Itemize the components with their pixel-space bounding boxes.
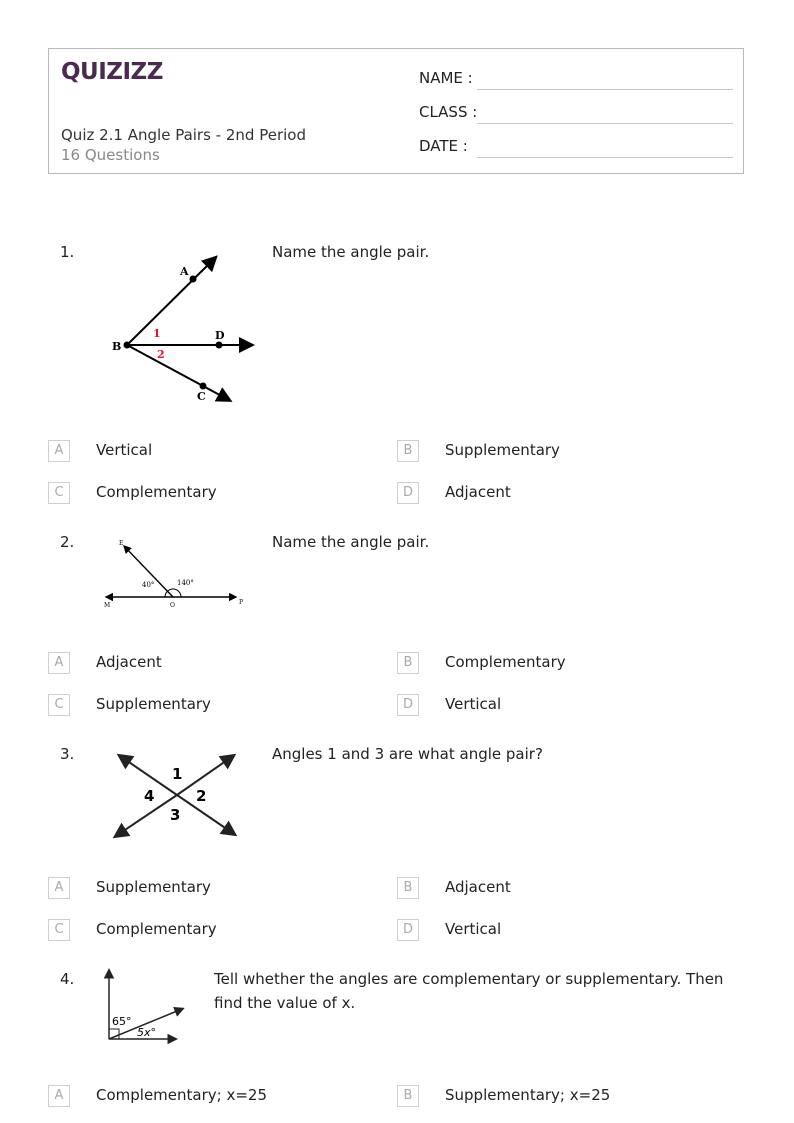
question-4-text-line-2: find the value of x.: [214, 994, 356, 1012]
label-e: E: [119, 540, 124, 547]
label-o: O: [170, 602, 175, 609]
label-angle-4: 4: [144, 787, 155, 805]
q2-option-a-text[interactable]: Adjacent: [96, 653, 162, 671]
q1-option-b-box[interactable]: B: [397, 440, 419, 462]
class-label: CLASS :: [419, 103, 478, 121]
date-label: DATE :: [419, 137, 468, 155]
question-4-number: 4.: [60, 970, 75, 988]
question-1-number: 1.: [60, 243, 75, 261]
quizizz-logo: QUIZIZZ: [61, 59, 163, 85]
label-p: P: [239, 599, 244, 606]
question-2-text: Name the angle pair.: [272, 533, 430, 551]
question-count: 16 Questions: [61, 146, 160, 164]
label-c: C: [197, 390, 206, 403]
q3-option-b-text[interactable]: Adjacent: [445, 878, 511, 896]
q1-option-c-text[interactable]: Complementary: [96, 483, 217, 501]
label-5x: 5x°: [137, 1026, 157, 1039]
label-m: M: [104, 602, 111, 609]
label-angle-2: 2: [196, 787, 207, 805]
q2-option-b-text[interactable]: Complementary: [445, 653, 566, 671]
label-d: D: [215, 329, 225, 342]
q3-option-a-text[interactable]: Supplementary: [96, 878, 211, 896]
question-4-figure: [100, 965, 185, 1047]
q2-option-a-box[interactable]: A: [48, 652, 70, 674]
label-140: 140°: [177, 579, 194, 587]
q3-option-d-box[interactable]: D: [397, 919, 419, 941]
question-4-text-line-1: Tell whether the angles are complementary or supplementary. Then: [214, 970, 724, 988]
q3-option-a-box[interactable]: A: [48, 877, 70, 899]
q1-option-b-text[interactable]: Supplementary: [445, 441, 560, 459]
q1-option-d-box[interactable]: D: [397, 482, 419, 504]
name-label: NAME :: [419, 69, 473, 87]
label-40: 40°: [142, 581, 155, 589]
q2-option-d-text[interactable]: Vertical: [445, 695, 502, 713]
label-angle-3: 3: [170, 806, 181, 824]
q4-option-a-box[interactable]: A: [48, 1085, 70, 1107]
class-line: [477, 123, 733, 124]
label-angle-2: 2: [157, 348, 165, 361]
q1-option-a-box[interactable]: A: [48, 440, 70, 462]
question-3-figure: [110, 750, 250, 845]
q2-option-d-box[interactable]: D: [397, 694, 419, 716]
question-1-figure: [105, 250, 265, 410]
q4-option-b-text[interactable]: Supplementary; x=25: [445, 1086, 611, 1104]
worksheet-header: [48, 48, 744, 174]
question-1-text: Name the angle pair.: [272, 243, 430, 261]
label-65: 65°: [112, 1015, 132, 1028]
q1-option-d-text[interactable]: Adjacent: [445, 483, 511, 501]
q3-option-c-text[interactable]: Complementary: [96, 920, 217, 938]
question-3-number: 3.: [60, 745, 75, 763]
q2-option-b-box[interactable]: B: [397, 652, 419, 674]
label-angle-1: 1: [153, 327, 161, 340]
q4-option-a-text[interactable]: Complementary; x=25: [96, 1086, 267, 1104]
q3-option-d-text[interactable]: Vertical: [445, 920, 502, 938]
label-a: A: [180, 265, 189, 278]
q3-option-b-box[interactable]: B: [397, 877, 419, 899]
q2-option-c-text[interactable]: Supplementary: [96, 695, 211, 713]
date-line: [477, 157, 733, 158]
question-2-number: 2.: [60, 533, 75, 551]
question-3-text: Angles 1 and 3 are what angle pair?: [272, 745, 543, 763]
quiz-title: Quiz 2.1 Angle Pairs - 2nd Period: [61, 126, 306, 144]
q1-option-a-text[interactable]: Vertical: [96, 441, 153, 459]
q1-option-c-box[interactable]: C: [48, 482, 70, 504]
q3-option-c-box[interactable]: C: [48, 919, 70, 941]
label-angle-1: 1: [172, 765, 183, 783]
label-b: B: [112, 340, 122, 353]
question-2-figure: [100, 535, 250, 610]
name-line: [477, 89, 733, 90]
q4-option-b-box[interactable]: B: [397, 1085, 419, 1107]
q2-option-c-box[interactable]: C: [48, 694, 70, 716]
